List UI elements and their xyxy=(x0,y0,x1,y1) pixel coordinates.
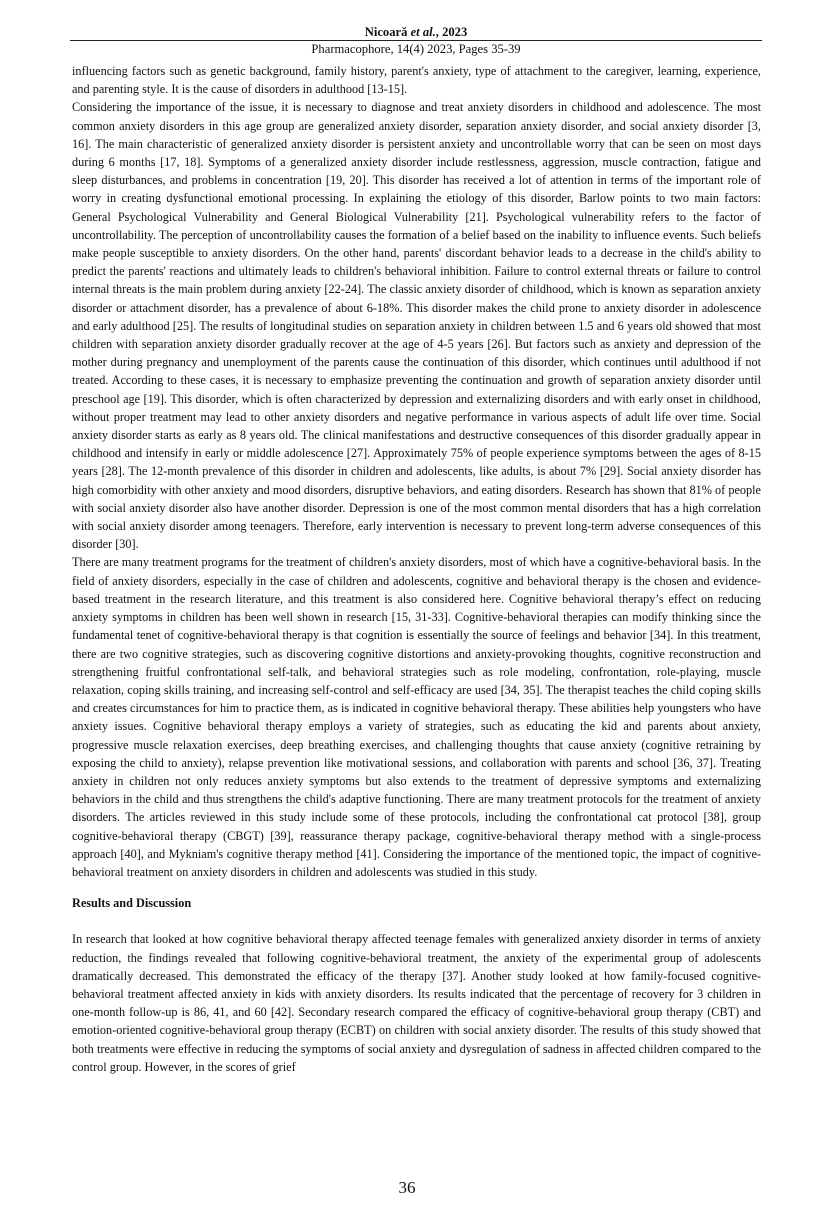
header-rule xyxy=(70,40,762,41)
paragraph-2: Considering the importance of the issue, it is necessary to diagnose and treat anxiety disorders in childhood and adolescence. The most common anxiety disorders in this age group are generalized anxiety disorder, separation anxiety disorder, and social anxiety disorder [3, 16]. The main characteristic of generalized anxiety disorder is persistent anxiety and uncontrollable worry that can be seen on most days during 6 months [17, 18]. Symptoms of a generalized anxiety disorder include restlessness, aggression, muscle contraction, fatigue and sleep disturbances, and problems in concentration [19, 20]. This disorder has received a lot of attention in terms of the important role of worry in creating dysfunctional emotional processing. In explaining the etiology of this disorder, Barlow points to two main factors: General Psychological Vulnerability and General Biological Vulnerability [21]. Psychological vulnerability refers to the factor of uncontrollability. The perception of uncontrollability causes the formation of a belief based on the inability to influence events. Such beliefs make people susceptible to anxiety disorders. On the other hand, parents' discordant behavior leads to a decrease in the child's ability to predict the parents' reactions and ultimately leads to children's behavioral inhibition. Failure to control external threats or failure to control internal threats is the main problem during anxiety [22-24]. The classic anxiety disorder of childhood, which is known as separation anxiety disorder or attachment disorder, has a prevalence of about 6-18%. This disorder makes the child prone to anxiety disorder in adolescence and early adulthood [25]. The results of longitudinal studies on separation anxiety in children between 1.5 and 6 years old showed that most children with separation anxiety disorder gradually recover at the age of 4-5 years [26]. But factors such as anxiety and depression of the mother during pregnancy and unemployment of the parents cause the continuation of this disorder, which continues until adulthood if not treated. According to these cases, it is necessary to emphasize preventing the continuation and growth of separation anxiety disorder until preschool age [19]. This disorder, which is often characterized by depression and externalizing disorders and with early onset in childhood, without proper treatment may lead to other anxiety disorders and negative performance in various aspects of adult life over time. Social anxiety disorder starts as early as 8 years old. The clinical manifestations and destructive consequences of this disorder gradually appear in childhood and intensify in early or middle adolescence [27]. Approximately 75% of people experience symptoms between the ages of 8-15 years [28]. The 12-month prevalence of this disorder in children and adolescents, like adults, is about 7% [29]. Social anxiety disorder has high comorbidity with other anxiety and mood disorders, disruptive behaviors, and eating disorders. Research has shown that 81% of people with social anxiety disorder also have another disorder. Depression is one of the most common mental disorders that has a high correlation with social anxiety disorder among teenagers. Therefore, early intervention is necessary to prevent long-term adverse consequences of this disorder [30]. xyxy=(72,100,761,552)
author-et-al: et al. xyxy=(410,25,436,39)
body-text xyxy=(72,62,761,1076)
author-name: Nicoară xyxy=(364,25,408,39)
page-number: 36 xyxy=(398,1178,416,1197)
section-heading-results: Results and Discussion xyxy=(72,896,192,911)
paragraph-4: In research that looked at how cognitive behavioral therapy affected teenage females with generalized anxiety disorder in terms of anxiety reduction, the findings revealed that following cognitive-behavioral treatment, the anxiety of the experimental group of adolescents dramatically decreased. This demonstrated the efficacy of the therapy [37]. Another study looked at how family-focused cognitive-behavioral treatment affected anxiety in kids with anxiety disorders. Its results indicated that the percentage of recovery for 3 children in one-month follow-up is 86, 41, and 60 [42]. Secondary research compared the efficacy of cognitive-behavioral group therapy (CBT) and emotion-oriented cognitive-behavioral group therapy (ECBT) on children with social anxiety disorder. The results of this study showed that both treatments were effective in reducing the symptoms of social anxiety and dysregulation of sadness in affected children compared to the control group. However, in the scores of grief xyxy=(72,932,761,1074)
running-head-journal: Pharmacophore, 14(4) 2023, Pages 35-39 xyxy=(311,42,521,56)
paragraph-1: influencing factors such as genetic background, family history, parent's anxiety, type of attachment to the caregiver, learning, experience, and parenting style. It is the cause of disorders in adulthood [13-15]. xyxy=(72,64,761,97)
header-year: , 2023 xyxy=(435,25,468,39)
paragraph-3: There are many treatment programs for the treatment of children's anxiety disorders, most of which have a cognitive-behavioral basis. In the field of anxiety disorders, especially in the case of children and adolescents, cognitive and behavioral therapy is the chosen and evidence-based treatment in the research literature, and this treatment is also considered here. Cognitive behavioral therapy’s effect on reducing anxiety symptoms in children has been well shown in research [15, 31-33]. Cognitive-behavioral therapies can modify thinking since the fundamental tenet of cognitive-behavioral therapy is that cognition is essentially the source of feelings and behavior [34]. In this treatment, there are two cognitive strategies, such as discovering cognitive distortions and anxiety-provoking thoughts, cognitive reconstruction and strengthening fruitful confrontational self-talk, and behavioral strategies such as role modeling, confrontation, role-playing, muscle relaxation, coping skills training, and increasing self-control and self-efficacy are used [34, 35]. The therapist teaches the child coping skills and creates circumstances for him to practice them, as is indicated in cognitive behavioral therapy. These abilities help youngsters who have anxiety issues. Cognitive behavioral therapy employs a variety of strategies, such as educating the kid and parents about anxiety, progressive muscle relaxation exercises, deep breathing exercises, and challenging thoughts that cause anxiety (cognitive retraining by exposing the child to anxiety), relapse prevention like motivational sessions, and collaboration with parents and school [36, 37]. Treating anxiety in children not only reduces anxiety symptoms but also extends to the treatment of depressive symptoms and externalizing behaviors in the child and thus strengthens the child's adaptive functioning. There are many treatment protocols for the treatment of anxiety disorders. The articles reviewed in this study include some of these protocols, including the confrontational cat protocol [38], group cognitive-behavioral therapy (CBGT) [39], reassurance therapy package, cognitive-behavioral therapy method with a single-process approach [40], and Mykniam's cognitive therapy method [41]. Considering the importance of the mentioned topic, the impact of cognitive-behavioral treatment on anxiety disorders in children and adolescents was studied in this study. xyxy=(72,555,761,879)
running-head-author xyxy=(70,25,762,40)
